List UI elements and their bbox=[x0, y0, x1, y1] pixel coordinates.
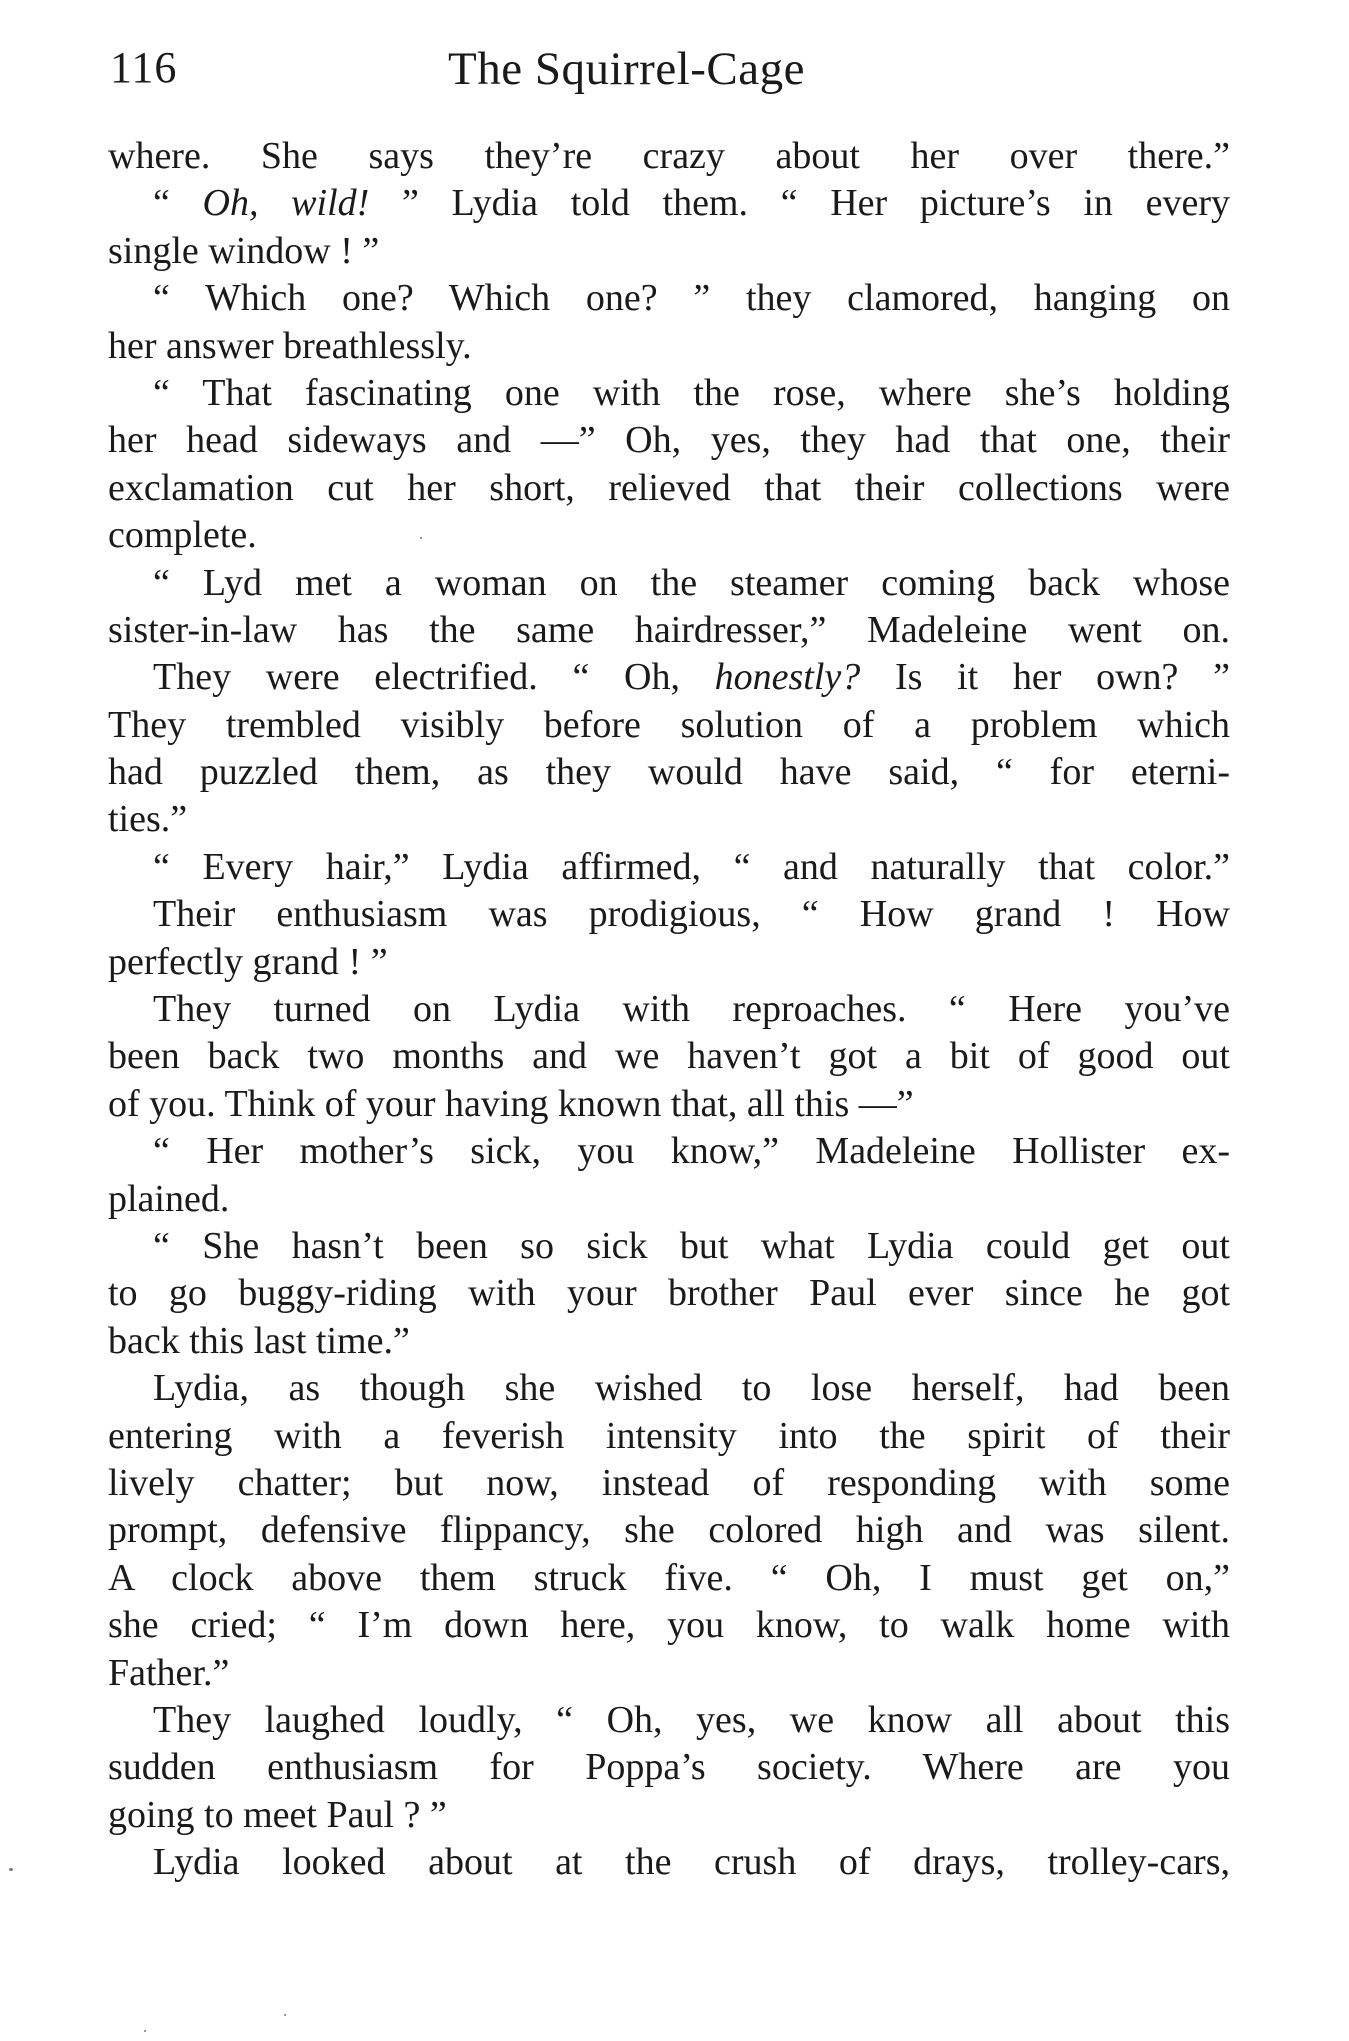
paper-speck bbox=[420, 537, 422, 539]
text-line: They trembled visibly before solution of a problem which bbox=[108, 703, 1230, 746]
text-line: complete. bbox=[108, 514, 257, 557]
text-line: They laughed loudly, “ Oh, yes, we know all about this bbox=[153, 1698, 1230, 1741]
text-line: where. She says they’re crazy about her over there.” bbox=[108, 135, 1230, 177]
text-line: Father.” bbox=[108, 1651, 230, 1694]
text-line: “ Every hair,” Lydia affirmed, “ and naturally that color.” bbox=[153, 845, 1230, 888]
text-line: going to meet Paul ? ” bbox=[108, 1793, 447, 1836]
text-line: Lydia looked about at the crush of drays, trolley-cars, bbox=[153, 1841, 1230, 1884]
text-line: sister-in-law has the same hairdresser,” Madeleine went on. bbox=[108, 608, 1230, 651]
text-line: perfectly grand ! ” bbox=[108, 940, 388, 983]
text-line: to go buggy-riding with your brother Paul ever since he got bbox=[108, 1272, 1230, 1315]
text-line: plained. bbox=[108, 1177, 230, 1220]
text-line: “ She hasn’t been so sick but what Lydia could get out bbox=[153, 1224, 1230, 1267]
book-title: The Squirrel-Cage bbox=[448, 43, 805, 95]
paper-speck bbox=[144, 2030, 146, 2032]
italic-phrase: Oh, wild! bbox=[202, 182, 370, 225]
text-line: she cried; “ I’m down here, you know, to walk home with bbox=[108, 1604, 1230, 1647]
text-line: sudden enthusiasm for Poppa’s society. Where are you bbox=[108, 1746, 1230, 1789]
paper-speck bbox=[9, 1868, 13, 1871]
text-line: “ Which one? Which one? ” they clamored, hanging on bbox=[153, 277, 1230, 320]
text-line: “ Lyd met a woman on the steamer coming back whose bbox=[153, 561, 1230, 604]
text-line: single window ! ” bbox=[108, 229, 380, 272]
line-segment: Is it her own? ” bbox=[860, 656, 1230, 699]
text-line: her head sideways and —” Oh, yes, they had that one, their bbox=[108, 419, 1230, 462]
page-number: 116 bbox=[110, 43, 178, 92]
text-line: entering with a feverish intensity into the spirit of their bbox=[108, 1414, 1230, 1457]
text-line: back this last time.” bbox=[108, 1319, 410, 1362]
text-line bbox=[108, 654, 1230, 701]
paper-speck bbox=[284, 2014, 286, 2016]
text-line: Lydia, as though she wished to lose herself, had been bbox=[153, 1367, 1230, 1410]
text-line: of you. Think of your having known that, all this —” bbox=[108, 1082, 914, 1125]
line-segment: ” Lydia told them. “ Her picture’s in every bbox=[369, 182, 1230, 225]
text-line: been back two months and we haven’t got a bit of good out bbox=[108, 1035, 1230, 1078]
text-line: A clock above them struck five. “ Oh, I must get on,” bbox=[108, 1556, 1230, 1599]
text-line: prompt, defensive flippancy, she colored high and was silent. bbox=[108, 1509, 1230, 1552]
body-text bbox=[108, 133, 1230, 1886]
text-line: exclamation cut her short, relieved that their collections were bbox=[108, 466, 1230, 509]
text-line: They turned on Lydia with reproaches. “ Here you’ve bbox=[153, 988, 1230, 1031]
text-line: “ That fascinating one with the rose, where she’s holding bbox=[153, 371, 1230, 414]
text-line: ties.” bbox=[108, 798, 188, 841]
text-line: had puzzled them, as they would have said, “ for eterni- bbox=[108, 751, 1230, 794]
text-line bbox=[108, 180, 1230, 227]
text-line: Their enthusiasm was prodigious, “ How grand ! How bbox=[153, 893, 1230, 936]
italic-phrase: honestly? bbox=[714, 656, 861, 699]
line-segment: “ bbox=[153, 182, 203, 225]
text-line: her answer breathlessly. bbox=[108, 324, 472, 367]
text-line: “ Her mother’s sick, you know,” Madeleine Hollister ex- bbox=[153, 1130, 1230, 1173]
line-segment: They were electrified. “ Oh, bbox=[153, 656, 715, 699]
text-line: lively chatter; but now, instead of responding with some bbox=[108, 1461, 1230, 1504]
running-head bbox=[108, 42, 1230, 102]
